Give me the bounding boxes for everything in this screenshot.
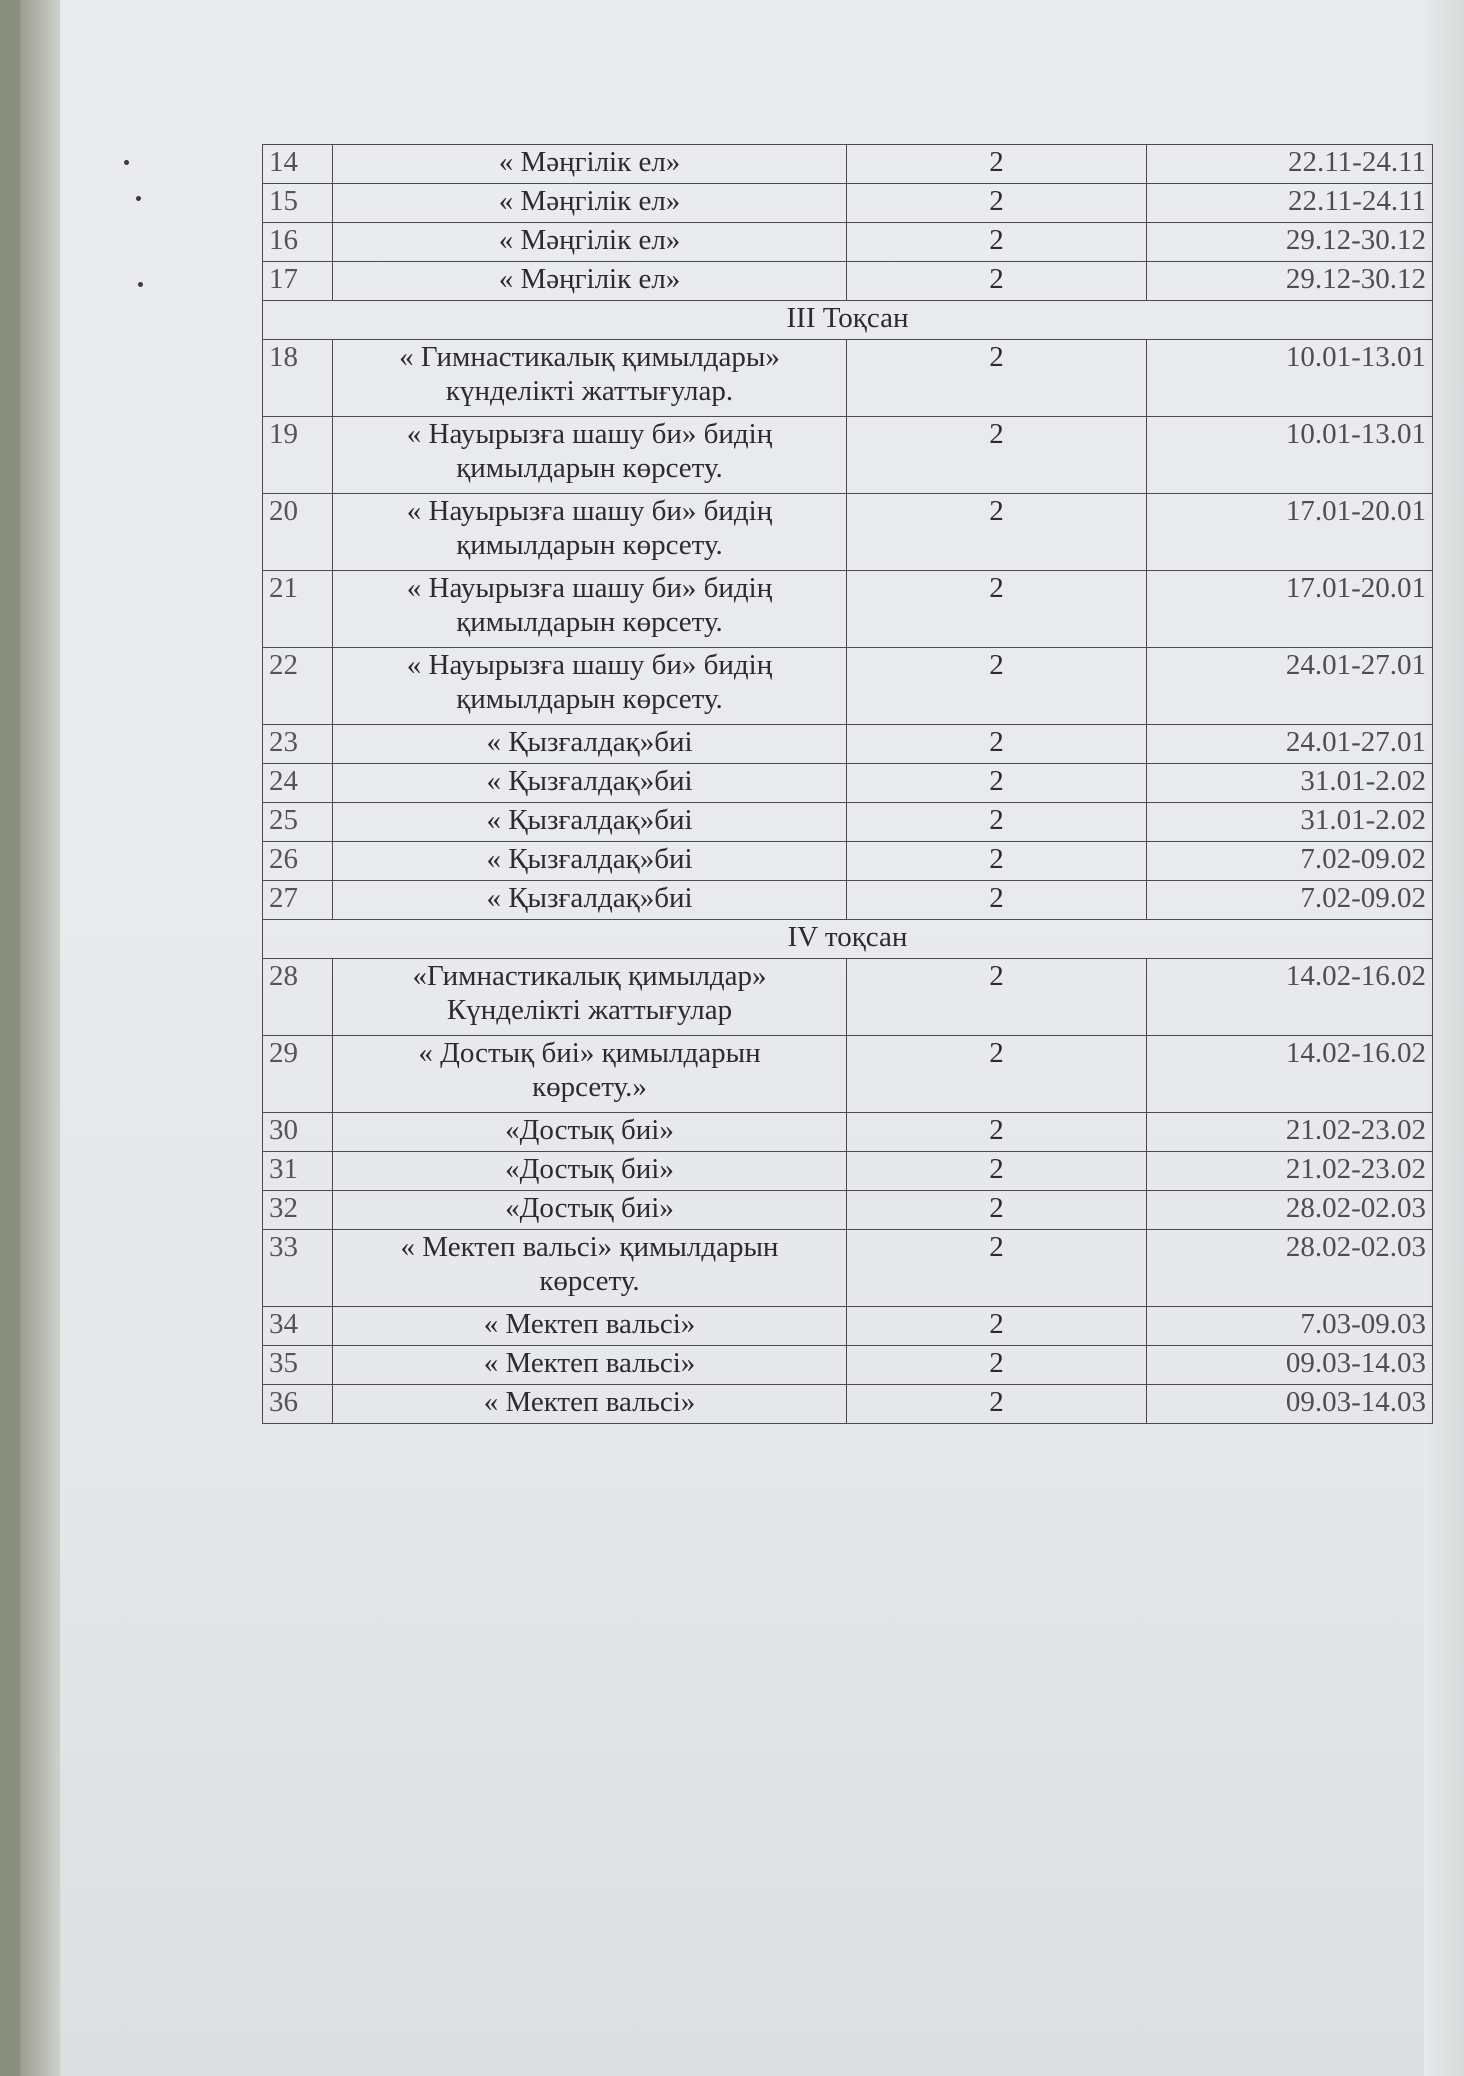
lesson-topic-cell: « Қызғалдақ»биі	[333, 725, 847, 764]
lesson-number-cell: 22	[263, 648, 333, 725]
lesson-date-cell: 22.11-24.11	[1147, 184, 1433, 223]
lesson-number-cell: 14	[263, 145, 333, 184]
table-row	[263, 803, 1433, 842]
lesson-topic-cell: « Қызғалдақ»биі	[333, 803, 847, 842]
lesson-topic-cell: «Гимнастикалық қимылдар» Күнделікті жаттығулар	[333, 959, 847, 1036]
lesson-date-cell: 31.01-2.02	[1147, 803, 1433, 842]
lesson-topic-cell: « Мектеп вальсі» қимылдарын көрсету.	[333, 1230, 847, 1307]
lesson-hours-cell: 2	[847, 959, 1147, 1036]
table-row	[263, 262, 1433, 301]
lesson-number-cell: 27	[263, 881, 333, 920]
lesson-hours-cell: 2	[847, 223, 1147, 262]
table-row	[263, 340, 1433, 417]
lesson-number-cell: 18	[263, 340, 333, 417]
table-row	[263, 1113, 1433, 1152]
table-row	[263, 842, 1433, 881]
lesson-topic-cell: « Қызғалдақ»биі	[333, 881, 847, 920]
quarter-title: III Тоқсан	[263, 301, 1433, 340]
lesson-hours-cell: 2	[847, 1307, 1147, 1346]
lesson-number-cell: 16	[263, 223, 333, 262]
lesson-number-cell: 20	[263, 494, 333, 571]
lesson-number-cell: 21	[263, 571, 333, 648]
lesson-date-cell: 21.02-23.02	[1147, 1152, 1433, 1191]
lesson-topic-cell: « Гимнастикалық қимылдары» күнделікті жаттығулар.	[333, 340, 847, 417]
lesson-hours-cell: 2	[847, 1113, 1147, 1152]
table-row	[263, 494, 1433, 571]
table-row	[263, 1307, 1433, 1346]
lesson-hours-cell: 2	[847, 1036, 1147, 1113]
lesson-date-cell: 24.01-27.01	[1147, 725, 1433, 764]
ink-speck	[138, 282, 143, 287]
table-row	[263, 571, 1433, 648]
table-row	[263, 1191, 1433, 1230]
table-row	[263, 1152, 1433, 1191]
lesson-hours-cell: 2	[847, 340, 1147, 417]
lesson-number-cell: 33	[263, 1230, 333, 1307]
lesson-hours-cell: 2	[847, 1152, 1147, 1191]
lesson-number-cell: 17	[263, 262, 333, 301]
lesson-number-cell: 19	[263, 417, 333, 494]
lesson-topic-cell: « Науырызға шашу би» бидің қимылдарын көрсету.	[333, 494, 847, 571]
lesson-hours-cell: 2	[847, 764, 1147, 803]
lesson-topic-cell: «Достық биі»	[333, 1191, 847, 1230]
table-row	[263, 184, 1433, 223]
ink-speck	[136, 196, 141, 201]
lesson-number-cell: 28	[263, 959, 333, 1036]
table-row	[263, 764, 1433, 803]
lesson-topic-cell: « Қызғалдақ»биі	[333, 842, 847, 881]
lesson-date-cell: 7.03-09.03	[1147, 1307, 1433, 1346]
table-row	[263, 881, 1433, 920]
table-row	[263, 1036, 1433, 1113]
lesson-date-cell: 09.03-14.03	[1147, 1385, 1433, 1424]
lesson-number-cell: 15	[263, 184, 333, 223]
lesson-hours-cell: 2	[847, 803, 1147, 842]
lesson-topic-cell: « Мектеп вальсі»	[333, 1385, 847, 1424]
lesson-date-cell: 28.02-02.03	[1147, 1230, 1433, 1307]
lesson-date-cell: 14.02-16.02	[1147, 1036, 1433, 1113]
lesson-topic-cell: « Мектеп вальсі»	[333, 1346, 847, 1385]
lesson-date-cell: 7.02-09.02	[1147, 842, 1433, 881]
lesson-topic-cell: « Достық биі» қимылдарын көрсету.»	[333, 1036, 847, 1113]
lesson-hours-cell: 2	[847, 1230, 1147, 1307]
ink-speck	[124, 160, 129, 165]
lesson-topic-cell: « Науырызға шашу би» бидің қимылдарын көрсету.	[333, 648, 847, 725]
lesson-topic-cell: « Мәңгілік ел»	[333, 223, 847, 262]
lesson-number-cell: 29	[263, 1036, 333, 1113]
lesson-number-cell: 36	[263, 1385, 333, 1424]
lesson-hours-cell: 2	[847, 184, 1147, 223]
lesson-date-cell: 7.02-09.02	[1147, 881, 1433, 920]
lesson-date-cell: 10.01-13.01	[1147, 417, 1433, 494]
lesson-hours-cell: 2	[847, 262, 1147, 301]
lesson-hours-cell: 2	[847, 881, 1147, 920]
table-row	[263, 648, 1433, 725]
lesson-date-cell: 09.03-14.03	[1147, 1346, 1433, 1385]
lesson-number-cell: 24	[263, 764, 333, 803]
lesson-number-cell: 25	[263, 803, 333, 842]
lesson-date-cell: 24.01-27.01	[1147, 648, 1433, 725]
lesson-hours-cell: 2	[847, 725, 1147, 764]
lesson-number-cell: 35	[263, 1346, 333, 1385]
quarter-title: IV тоқсан	[263, 920, 1433, 959]
lesson-number-cell: 23	[263, 725, 333, 764]
lesson-hours-cell: 2	[847, 145, 1147, 184]
lesson-topic-cell: « Мәңгілік ел»	[333, 145, 847, 184]
lesson-date-cell: 17.01-20.01	[1147, 494, 1433, 571]
table-row	[263, 223, 1433, 262]
lesson-plan-body	[263, 145, 1433, 1424]
table-row	[263, 1346, 1433, 1385]
table-row	[263, 145, 1433, 184]
table-row	[263, 959, 1433, 1036]
table-row	[263, 1230, 1433, 1307]
lesson-number-cell: 31	[263, 1152, 333, 1191]
lesson-date-cell: 17.01-20.01	[1147, 571, 1433, 648]
lesson-date-cell: 29.12-30.12	[1147, 262, 1433, 301]
lesson-hours-cell: 2	[847, 1191, 1147, 1230]
lesson-date-cell: 29.12-30.12	[1147, 223, 1433, 262]
lesson-hours-cell: 2	[847, 494, 1147, 571]
lesson-hours-cell: 2	[847, 842, 1147, 881]
lesson-date-cell: 31.01-2.02	[1147, 764, 1433, 803]
lesson-hours-cell: 2	[847, 571, 1147, 648]
lesson-topic-cell: « Мәңгілік ел»	[333, 262, 847, 301]
quarter-section-row	[263, 301, 1433, 340]
lesson-topic-cell: « Науырызға шашу би» бидің қимылдарын көрсету.	[333, 417, 847, 494]
lesson-topic-cell: «Достық биі»	[333, 1152, 847, 1191]
lesson-hours-cell: 2	[847, 417, 1147, 494]
table-row	[263, 417, 1433, 494]
table-row	[263, 1385, 1433, 1424]
lesson-topic-cell: « Мектеп вальсі»	[333, 1307, 847, 1346]
lesson-number-cell: 30	[263, 1113, 333, 1152]
lesson-number-cell: 32	[263, 1191, 333, 1230]
table-row	[263, 725, 1433, 764]
lesson-date-cell: 14.02-16.02	[1147, 959, 1433, 1036]
lesson-hours-cell: 2	[847, 1385, 1147, 1424]
lesson-hours-cell: 2	[847, 1346, 1147, 1385]
lesson-hours-cell: 2	[847, 648, 1147, 725]
lesson-date-cell: 22.11-24.11	[1147, 145, 1433, 184]
lesson-date-cell: 28.02-02.03	[1147, 1191, 1433, 1230]
lesson-date-cell: 10.01-13.01	[1147, 340, 1433, 417]
lesson-topic-cell: « Қызғалдақ»биі	[333, 764, 847, 803]
quarter-section-row	[263, 920, 1433, 959]
lesson-topic-cell: «Достық биі»	[333, 1113, 847, 1152]
lesson-topic-cell: « Мәңгілік ел»	[333, 184, 847, 223]
lesson-number-cell: 26	[263, 842, 333, 881]
lesson-date-cell: 21.02-23.02	[1147, 1113, 1433, 1152]
lesson-plan-table	[262, 144, 1433, 1424]
lesson-number-cell: 34	[263, 1307, 333, 1346]
lesson-topic-cell: « Науырызға шашу би» бидің қимылдарын көрсету.	[333, 571, 847, 648]
